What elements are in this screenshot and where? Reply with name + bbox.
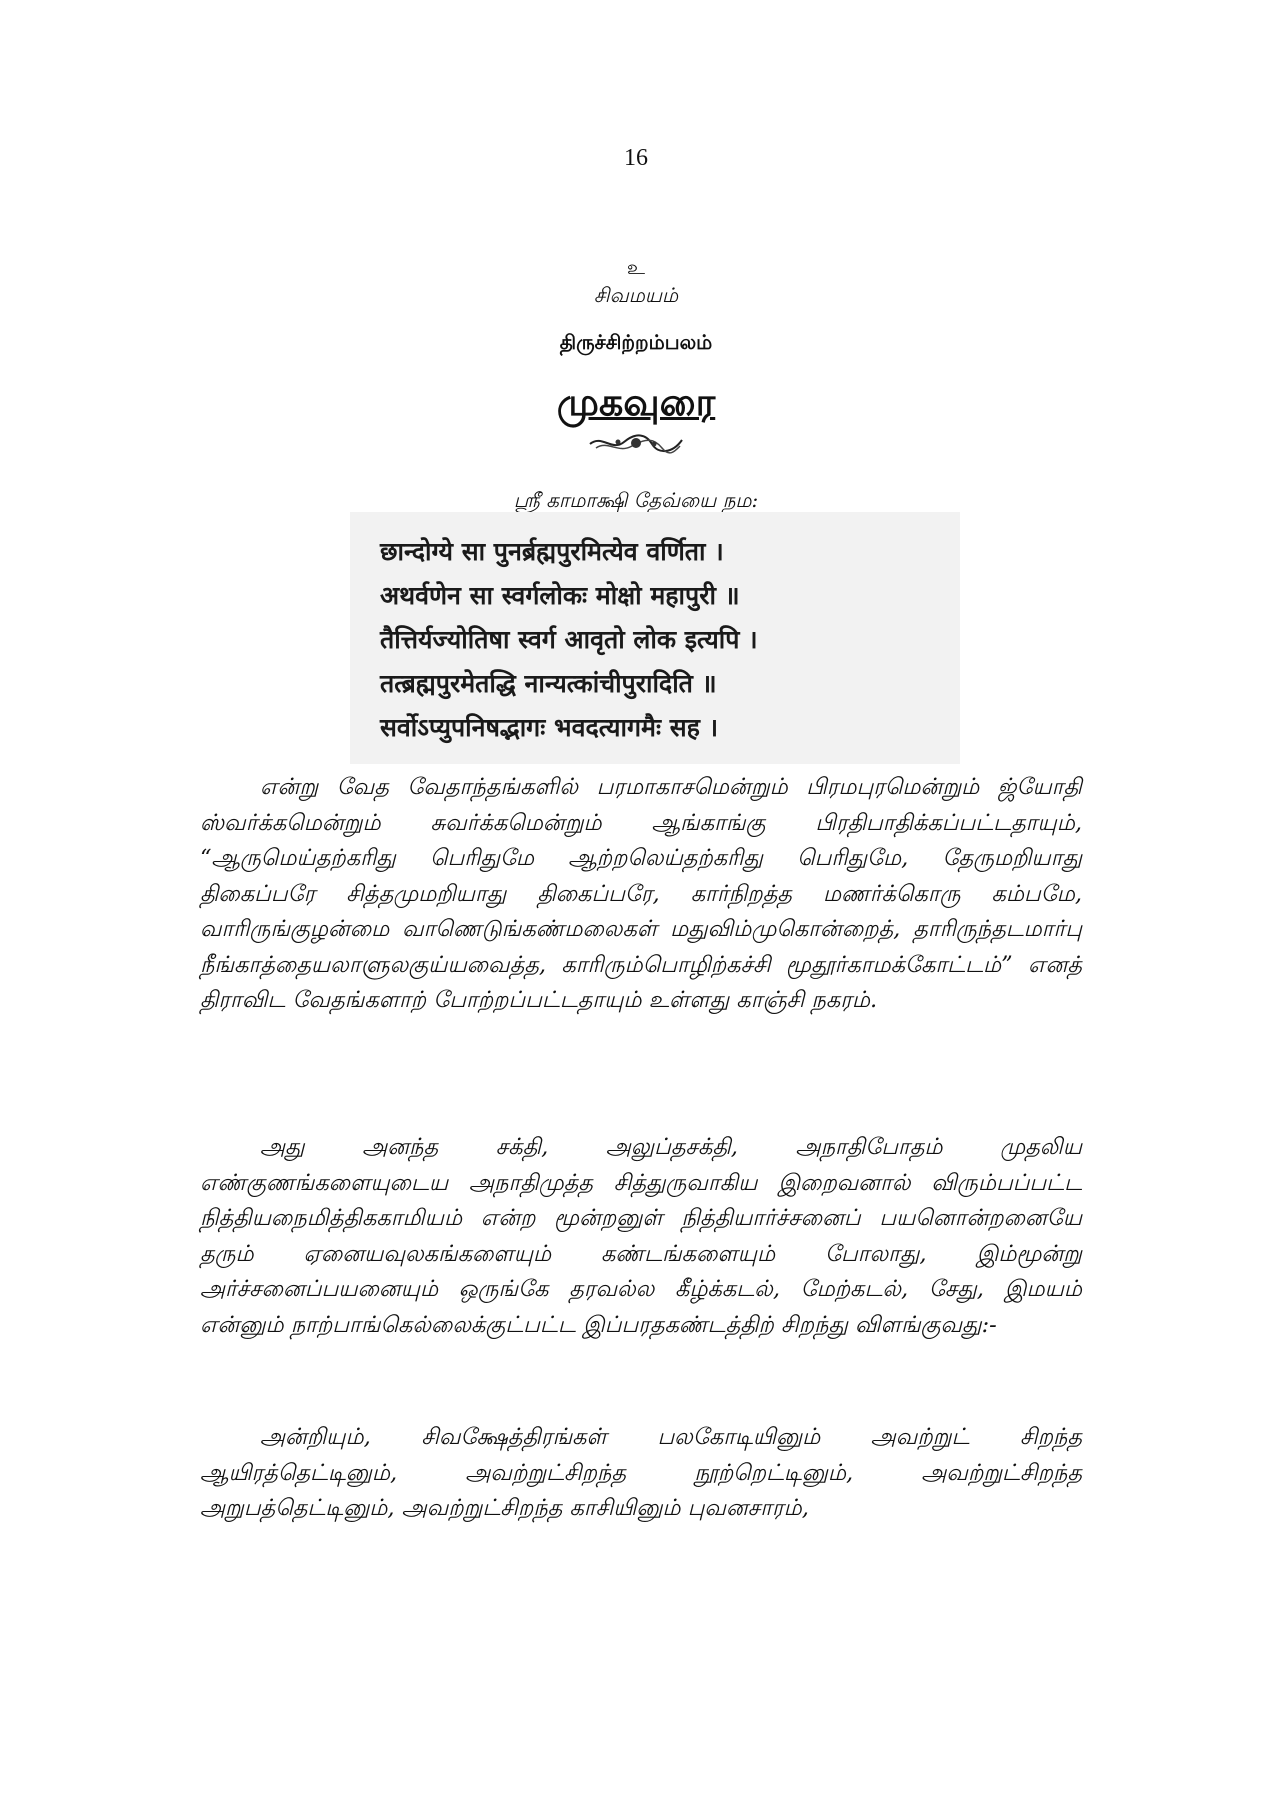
sanskrit-verse-image (350, 512, 960, 764)
sanskrit-line: सर्वोऽप्युपनिषद्भागः भवदत्यागमैः सह । (380, 713, 719, 742)
tiruchitrambalam-heading: திருச்சிற்றம்பலம் (559, 330, 713, 354)
paragraph-2: அது அனந்த சக்தி, அலுப்தசக்தி, அநாதிபோதம் முதலிய எண்குணங்களையுடைய அநாதிமுத்த சித்துருவாகிய இறைவனால் விரும்பப்பட்ட நித்தியநைமித்திககாமியம் என்ற மூன்றனுள் நித்தியார்ச்சனைப் பயனொன்றனையே தரும் ஏனையவுலகங்களையும் கண்டங்களையும் போலாது, இம்மூன்று அர்ச்சனைப்பயனையும் ஒருங்கே தரவல்ல கீழ்க்கடல், மேற்கடல், சேது, இமயம் என்னும் நாற்பாங்கெல்லைக்குட்பட்ட இப்பரதகண்டத்திற் சிறந்து விளங்குவது:- (200, 1134, 1082, 1338)
paragraph-1: என்று வேத வேதாந்தங்களில் பரமாகாசமென்றும் பிரமபுரமென்றும் ஜ்யோதி ஸ்வர்க்கமென்றும் சுவர்க்கமென்றும் ஆங்காங்கு பிரதிபாதிக்கப்பட்டதாயும், “ஆருமெய்தற்கரிது பெரிதுமே ஆற்றலெய்தற்கரிது பெரிதுமே, தேருமறியாது திகைப்பரே சித்தமுமறியாது திகைப்பரே, கார்நிறத்த மணர்க்கொரு கம்பமே, வாரிருங்குழன்மை வாணெடுங்கண்மலைகள் மதுவிம்முகொன்றைத், தாரிருந்தடமார்பு நீங்காத்தையலாளுலகுய்யவைத்த, காரிரும்பொழிற்கச்சி மூதூர்காமக்கோட்டம்” எனத் திராவிட வேதங்களாற் போற்றப்பட்டதாயும் உள்ளது காஞ்சி நகரம். (200, 774, 1082, 1013)
page-title: முகவுரை (556, 380, 716, 424)
sanskrit-line: तैत्तिर्यज्योतिषा स्वर्ग आवृतो लोक इत्यपि । (380, 625, 758, 654)
paragraph-3: அன்றியும், சிவக்ஷேத்திரங்கள் பலகோடியினும் அவற்றுட் சிறந்த ஆயிரத்தெட்டினும், அவற்றுட்சிறந்த நூற்றெட்டினும், அவற்றுட்சிறந்த அறுபத்தெட்டினும், அவற்றுட்சிறந்த காசியினும் புவனசாரம், (200, 1424, 1082, 1521)
invocation-line: ஸ்ரீ காமாக்ஷி தேவ்யை நம: (513, 488, 759, 512)
sanskrit-line: अथर्वणेन सा स्वर्गलोकः मोक्षो महापुरी ॥ (380, 581, 740, 610)
ornament-divider-icon (588, 430, 684, 456)
page-number: 16 (624, 145, 648, 171)
sivamayam-heading: சிவமயம் (593, 283, 679, 307)
sanskrit-line: तत्ब्रह्मपुरमेतद्धि नान्यत्कांचीपुरादिति ॥ (380, 669, 717, 698)
sanskrit-line: छान्दोग्ये सा पुनर्ब्रह्मपुरमित्येव वर्णिता । (380, 537, 724, 566)
pillaiyar-suzhi: உ (626, 255, 646, 279)
